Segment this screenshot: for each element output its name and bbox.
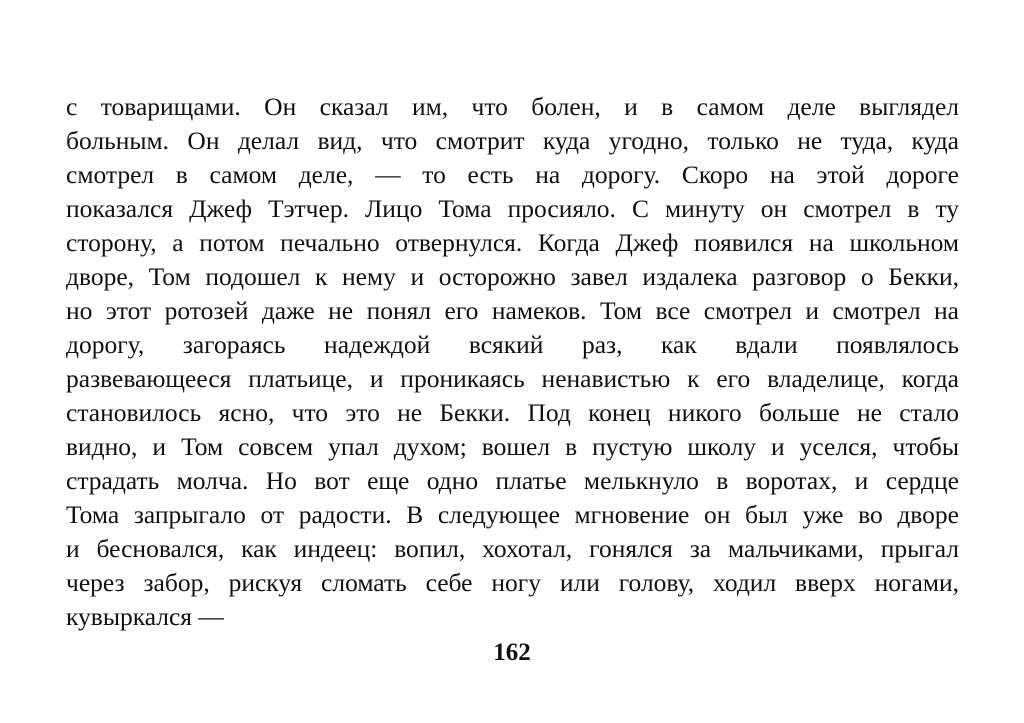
text-line: видно, и Том совсем упал духом; вошел в пустую школу и уселся, чтобы (66, 432, 959, 461)
text-line-last: кувыркался — (66, 602, 224, 631)
text-line: дорогу, загораясь надеждой всякий раз, как вдали появлялось (66, 330, 959, 359)
text-line: смотрел в самом деле, — то есть на дорогу. Скоро на этой дороге (66, 160, 959, 189)
text-line: с товарищами. Он сказал им, что болен, и в самом деле выглядел (66, 92, 959, 121)
text-line: показался Джеф Тэтчер. Лицо Тома просияло. С минуту он смотрел в ту (66, 194, 959, 223)
text-line: страдать молча. Но вот еще одно платье мелькнуло в воротах, и сердце (66, 466, 959, 495)
body-text (66, 90, 959, 634)
text-line: становилось ясно, что это не Бекки. Под конец никого больше не стало (66, 398, 959, 427)
text-line: развевающееся платьице, и проникаясь ненавистью к его владелице, когда (66, 364, 959, 393)
text-line: и бесновался, как индеец: вопил, хохотал, гонялся за мальчиками, прыгал (66, 534, 959, 563)
text-line: больным. Он делал вид, что смотрит куда угодно, только не туда, куда (66, 126, 959, 155)
page-number: 162 (493, 639, 531, 666)
text-line: но этот ротозей даже не понял его намеков. Том все смотрел и смотрел на (66, 296, 959, 325)
text-line: Тома запрыгало от радости. В следующее мгновение он был уже во дворе (66, 500, 959, 529)
text-line: сторону, а потом печально отвернулся. Когда Джеф появился на школьном (66, 228, 959, 257)
text-line: через забор, рискуя сломать себе ногу или голову, ходил вверх ногами, (66, 568, 959, 597)
text-line: дворе, Том подошел к нему и осторожно завел издалека разговор о Бекки, (66, 262, 959, 291)
